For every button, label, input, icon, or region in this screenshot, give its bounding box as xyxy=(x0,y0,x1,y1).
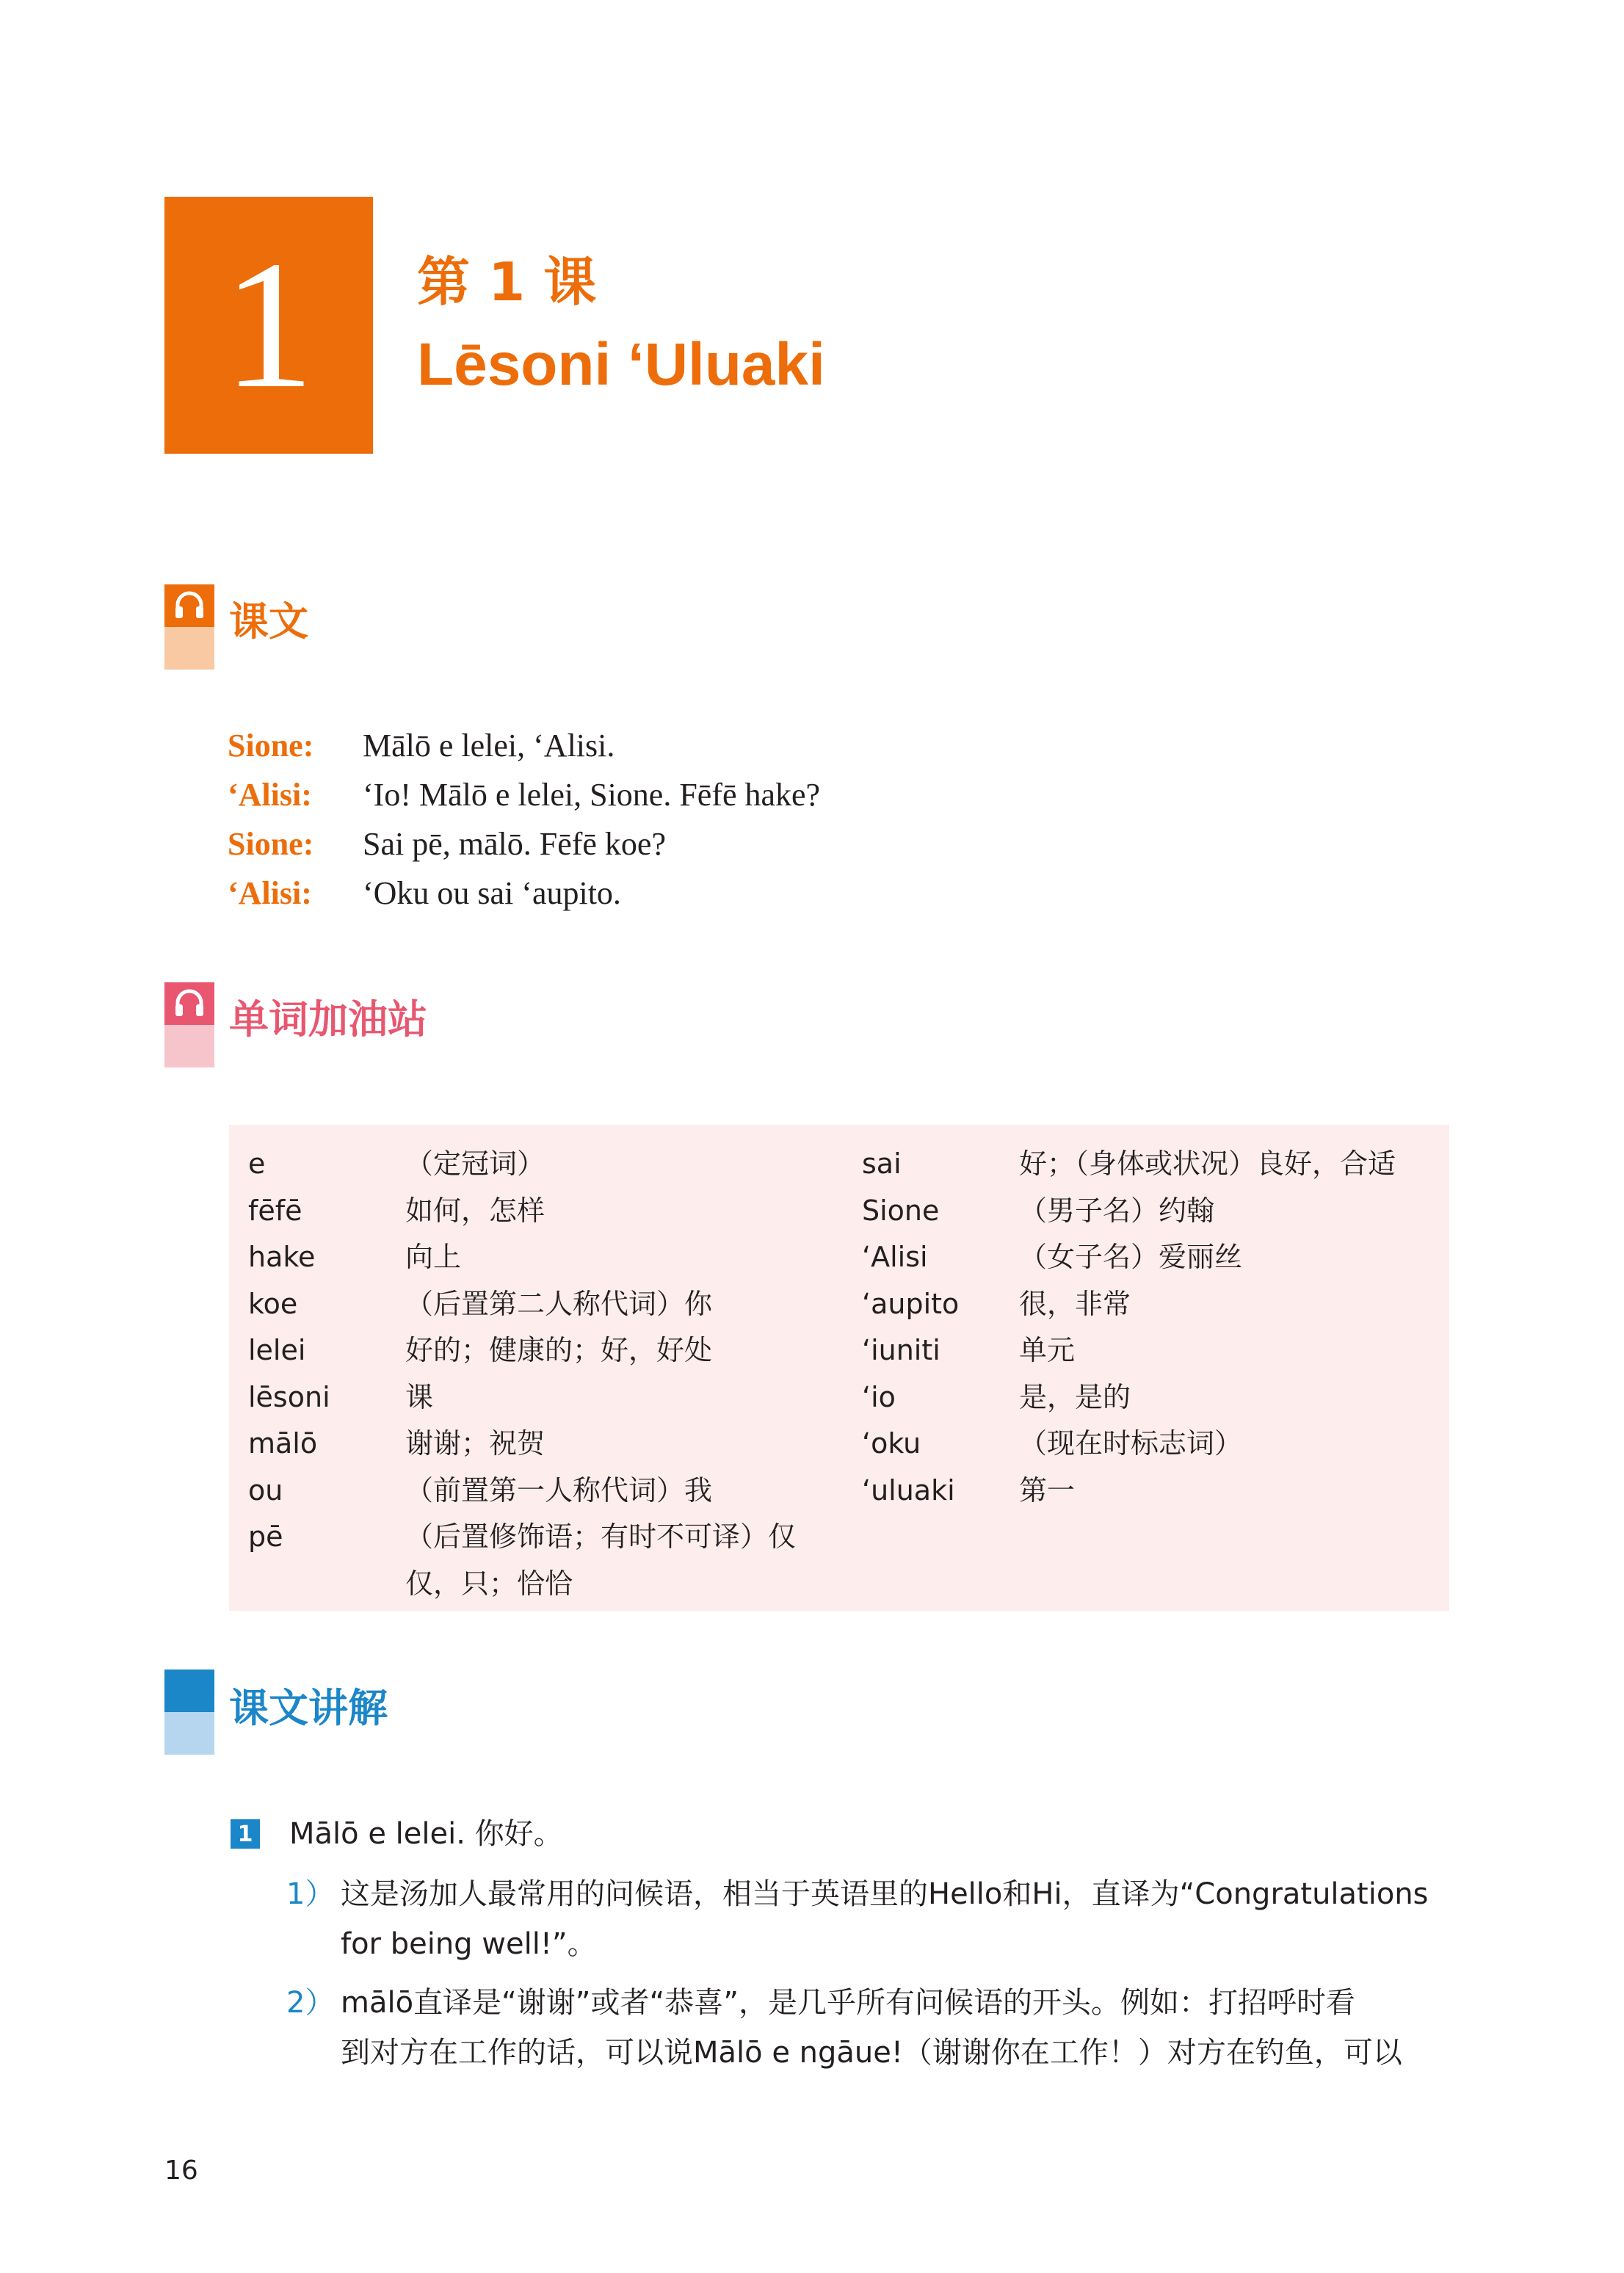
vocab-meaning: （后置第二人称代词）你 xyxy=(405,1287,713,1320)
vocab-word: ‘oku xyxy=(862,1427,921,1460)
vocab-row xyxy=(248,1421,796,1468)
lesson-number-box xyxy=(164,197,373,454)
dialogue-line: ‘Oku ou sai ‘aupito. xyxy=(363,875,621,911)
section-marker-vocab xyxy=(164,982,214,1067)
paragraph-line: for being well!”。 xyxy=(341,1927,597,1961)
speaker: Sione: xyxy=(228,728,314,764)
vocab-word: ‘uluaki xyxy=(862,1473,955,1507)
vocab-word: ‘iuniti xyxy=(862,1334,940,1366)
vocab-word: ou xyxy=(248,1473,283,1507)
lesson-title-chinese: 第 1 课 xyxy=(417,251,597,313)
paragraph-line: mālō直译是“谢谢”或者“恭喜”，是几乎所有问候语的开头。例如：打招呼时看 xyxy=(341,1986,1355,2020)
vocab-row xyxy=(862,1421,1396,1468)
vocab-word: e xyxy=(248,1148,266,1180)
sub-point-number: 1） xyxy=(286,1877,335,1911)
vocab-row xyxy=(862,1234,1396,1281)
vocab-meaning: 如何，怎样 xyxy=(405,1194,545,1227)
vocab-meaning: 是，是的 xyxy=(1019,1380,1131,1413)
paragraph-line: 到对方在工作的话，可以说Mālō e ngāue!（谢谢你在工作！）对方在钓鱼，可以 xyxy=(341,2036,1402,2070)
vocab-word: ‘Alisi xyxy=(862,1241,928,1273)
vocab-meaning: （男子名）约翰 xyxy=(1019,1194,1215,1227)
dialogue-row xyxy=(228,770,820,819)
vocab-meaning: 谢谢；祝贺 xyxy=(405,1427,545,1460)
section-marker-explain xyxy=(164,1670,214,1755)
paragraph-line: 这是汤加人最常用的问候语，相当于英语里的Hello和Hi，直译为“Congratulations xyxy=(341,1877,1429,1911)
vocabulary-panel xyxy=(229,1125,1449,1611)
vocab-meaning: （前置第一人称代词）我 xyxy=(405,1473,713,1507)
vocab-meaning: 课 xyxy=(405,1380,434,1413)
speaker: ‘Alisi: xyxy=(228,777,312,813)
vocab-word: ‘io xyxy=(862,1380,896,1413)
vocab-word: mālō xyxy=(248,1427,318,1460)
vocab-meaning: （女子名）爱丽丝 xyxy=(1019,1241,1243,1273)
vocab-row xyxy=(248,1234,796,1281)
vocab-row xyxy=(862,1327,1396,1374)
vocab-word: koe xyxy=(248,1287,298,1320)
dialogue-row xyxy=(228,721,820,770)
vocab-word: ‘aupito xyxy=(862,1287,960,1320)
speaker: ‘Alisi: xyxy=(228,875,312,911)
vocab-word: hake xyxy=(248,1241,316,1273)
headphones-icon xyxy=(173,589,206,621)
lesson-number: 1 xyxy=(222,223,315,427)
dialogue xyxy=(228,721,820,918)
vocab-row xyxy=(248,1141,796,1188)
vocab-meaning: （后置修饰语；有时不可译）仅 xyxy=(405,1520,797,1553)
vocab-row xyxy=(248,1561,796,1608)
point-number-badge: 1 xyxy=(231,1819,260,1849)
vocab-meaning: 向上 xyxy=(405,1241,462,1273)
point-title: Mālō e lelei. 你好。 xyxy=(289,1817,563,1851)
page-number: 16 xyxy=(164,2156,198,2186)
headphones-icon xyxy=(173,987,206,1019)
vocab-row xyxy=(248,1374,796,1421)
vocab-word: Sione xyxy=(862,1194,940,1227)
lesson-title-tongan: Lēsoni ‘Uluaki xyxy=(417,331,825,398)
vocab-row xyxy=(862,1281,1396,1328)
section-marker-text xyxy=(164,584,214,670)
vocab-meaning: 第一 xyxy=(1019,1473,1076,1507)
dialogue-line: Mālō e lelei, ‘Alisi. xyxy=(363,728,615,764)
vocab-meaning: 很，非常 xyxy=(1019,1287,1131,1320)
vocab-word: pē xyxy=(248,1520,283,1553)
dialogue-row xyxy=(228,819,820,869)
vocab-column-left xyxy=(248,1141,796,1607)
vocab-row xyxy=(248,1188,796,1235)
vocab-meaning: （现在时标志词） xyxy=(1019,1427,1243,1460)
dialogue-line: ‘Io! Mālō e lelei, Sione. Fēfē hake? xyxy=(363,777,821,813)
vocab-word: lelei xyxy=(248,1334,306,1366)
vocab-row xyxy=(248,1514,796,1561)
speaker: Sione: xyxy=(228,826,314,862)
section-title-text: 课文 xyxy=(229,598,308,645)
vocab-word: sai xyxy=(862,1148,902,1180)
vocab-meaning: 好；（身体或状况）良好，合适 xyxy=(1019,1148,1396,1180)
vocab-meaning: 仅，只；恰恰 xyxy=(405,1567,573,1600)
vocab-row xyxy=(862,1141,1396,1188)
vocab-row xyxy=(862,1374,1396,1421)
vocab-row xyxy=(862,1468,1396,1515)
vocab-word: lēsoni xyxy=(248,1380,330,1413)
sub-point-number: 2） xyxy=(286,1986,335,2020)
vocab-row xyxy=(248,1468,796,1515)
dialogue-line: Sai pē, mālō. Fēfē koe? xyxy=(363,826,666,862)
vocab-meaning: 单元 xyxy=(1019,1334,1076,1366)
section-title-vocab: 单词加油站 xyxy=(229,996,427,1043)
vocab-row xyxy=(248,1327,796,1374)
vocab-meaning: （定冠词） xyxy=(405,1148,545,1180)
section-title-explain: 课文讲解 xyxy=(229,1685,388,1731)
vocab-word: fēfē xyxy=(248,1194,302,1227)
vocab-row xyxy=(248,1281,796,1328)
vocab-row xyxy=(862,1188,1396,1235)
dialogue-row xyxy=(228,869,820,918)
vocab-meaning: 好的；健康的；好，好处 xyxy=(405,1334,713,1366)
vocab-column-right xyxy=(862,1141,1396,1514)
vocab-word xyxy=(248,1561,405,1608)
